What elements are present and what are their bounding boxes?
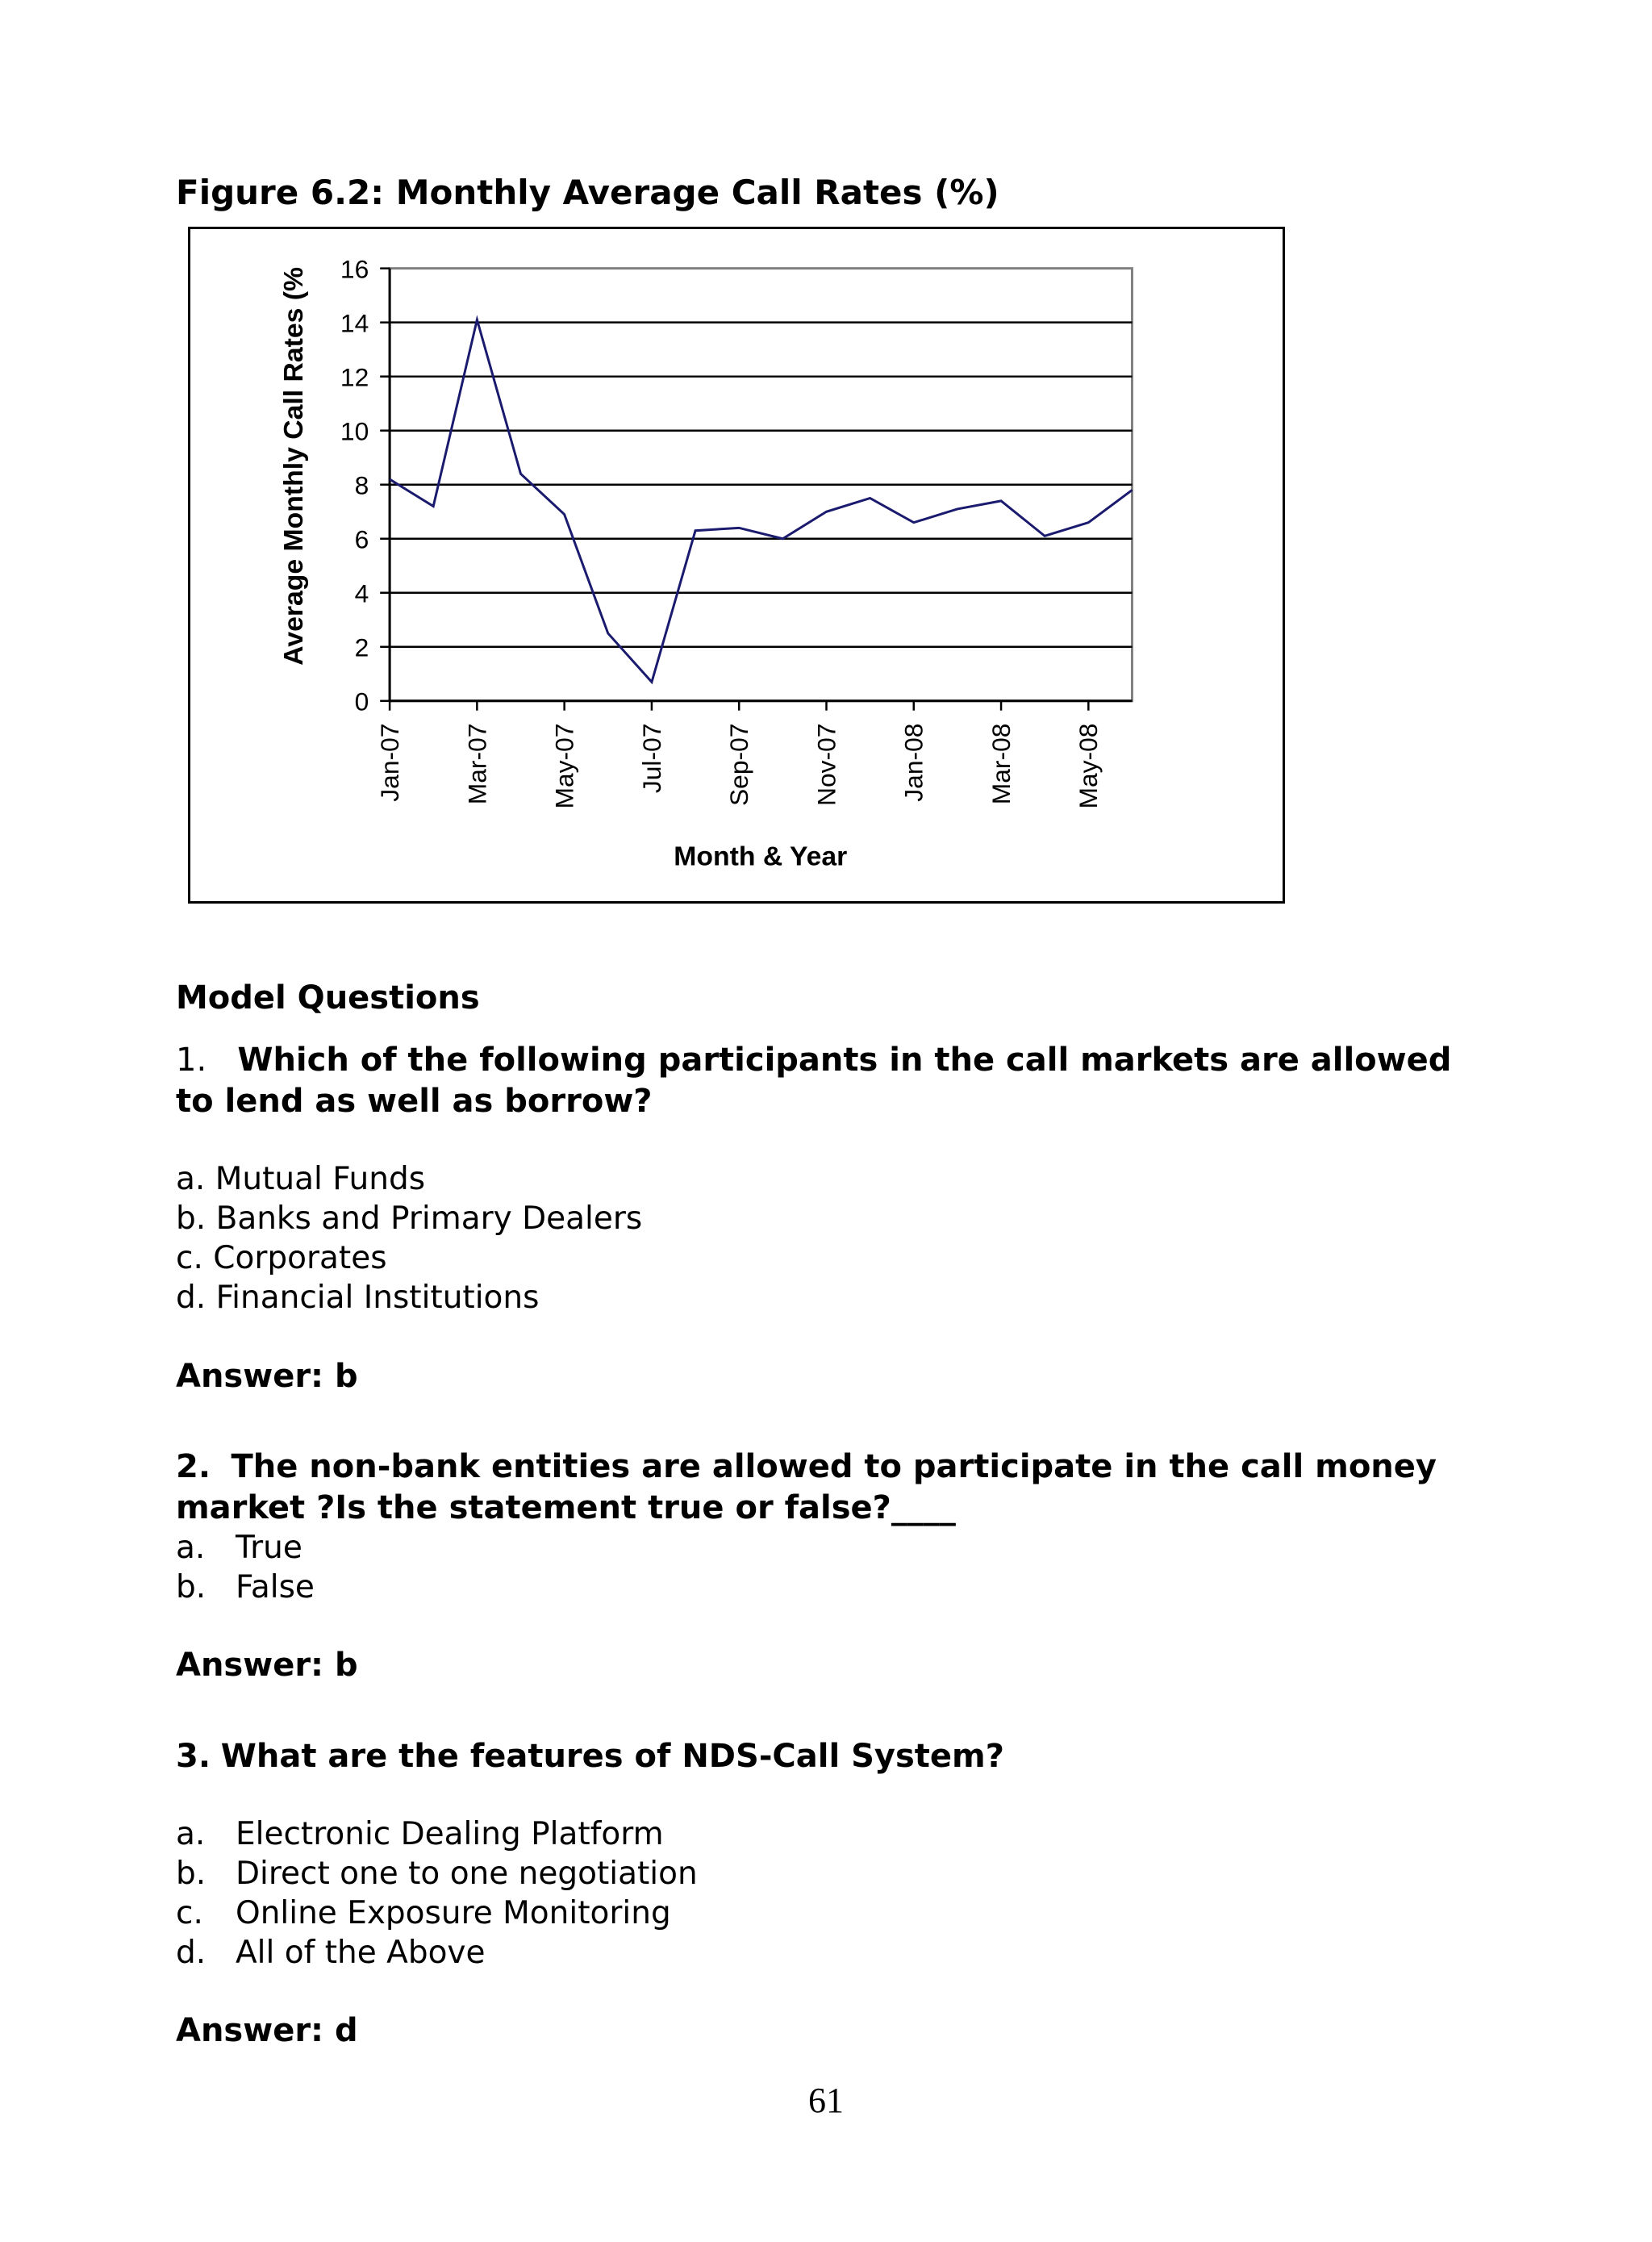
option-text: True: [236, 1530, 302, 1566]
option-item: [176, 1199, 642, 1238]
option-item: [176, 1854, 698, 1893]
option-letter: d.: [176, 1935, 206, 1971]
x-tick-label: Mar-08: [986, 723, 1016, 805]
question-2-options: [176, 1528, 315, 1607]
option-letter: d.: [176, 1280, 206, 1316]
y-tick-label: 8: [354, 470, 369, 500]
chart-frame: [188, 227, 1285, 904]
x-tick-label: Jul-07: [636, 723, 666, 794]
question-2: [176, 1447, 1499, 1529]
option-text: Corporates: [213, 1240, 387, 1276]
question-3-answer: Answer: d: [176, 2012, 358, 2049]
option-letter: b.: [176, 1569, 206, 1605]
y-tick-label: 10: [340, 416, 369, 446]
y-tick-label: 6: [354, 524, 369, 554]
question-3-options: [176, 1814, 698, 1973]
x-tick-label: Jan-07: [375, 723, 405, 802]
option-letter: a.: [176, 1816, 206, 1852]
option-item: [176, 1528, 315, 1568]
question-3: [176, 1736, 1499, 1777]
call-rate-series-line: [390, 319, 1132, 682]
option-text: Electronic Dealing Platform: [236, 1816, 664, 1852]
x-tick-label: Nov-07: [811, 723, 841, 806]
option-text: All of the Above: [236, 1935, 486, 1971]
x-tick-label: Jan-08: [899, 723, 928, 802]
y-tick-label: 16: [340, 254, 369, 284]
option-text: Mutual Funds: [215, 1161, 426, 1197]
option-letter: c.: [176, 1895, 203, 1931]
option-text: Online Exposure Monitoring: [236, 1895, 671, 1931]
page-number: 61: [808, 2081, 844, 2120]
x-tick-label: May-08: [1074, 723, 1103, 809]
question-3-text: What are the features of NDS-Call System?: [220, 1738, 1004, 1775]
option-text: Financial Institutions: [215, 1280, 540, 1316]
option-letter: a.: [176, 1530, 206, 1566]
option-letter: c.: [176, 1240, 203, 1276]
question-1-options: [176, 1159, 642, 1317]
option-letter: a.: [176, 1161, 206, 1197]
question-2-answer: Answer: b: [176, 1647, 358, 1684]
option-item: [176, 1278, 642, 1317]
question-1: [176, 1040, 1499, 1122]
x-tick-label: Sep-07: [724, 723, 754, 807]
option-letter: b.: [176, 1200, 206, 1237]
y-tick-label: 0: [354, 687, 369, 716]
x-axis-label: Month & Year: [674, 841, 848, 872]
option-text: Direct one to one negotiation: [236, 1856, 698, 1892]
option-letter: b.: [176, 1856, 206, 1892]
option-item: [176, 1159, 642, 1199]
x-tick-label: Mar-07: [462, 723, 492, 805]
option-item: [176, 1238, 642, 1278]
option-item: [176, 1893, 698, 1933]
question-2-number: 2.: [176, 1448, 211, 1485]
option-item: [176, 1814, 698, 1854]
figure-title: Figure 6.2: Monthly Average Call Rates (%): [176, 173, 999, 212]
x-tick-label: May-07: [549, 723, 579, 809]
question-1-answer: Answer: b: [176, 1358, 358, 1395]
option-text: False: [236, 1569, 315, 1605]
call-rates-line-chart: [190, 229, 1283, 901]
option-item: [176, 1568, 315, 1607]
question-2-text: The non-bank entities are allowed to participate in the call money market ?Is the statement true or false?____: [176, 1448, 1437, 1526]
option-text: Banks and Primary Dealers: [215, 1200, 643, 1237]
y-tick-label: 2: [354, 633, 369, 662]
y-tick-label: 14: [340, 308, 369, 338]
y-axis-label: Average Monthly Call Rates (%: [277, 266, 309, 666]
option-item: [176, 1933, 698, 1973]
question-1-text: Which of the following participants in the call markets are allowed to lend as well as borrow?: [176, 1042, 1452, 1120]
model-questions-heading: Model Questions: [176, 979, 480, 1017]
y-tick-label: 4: [354, 578, 369, 608]
question-3-number: 3.: [176, 1738, 211, 1775]
y-tick-label: 12: [340, 362, 369, 392]
question-1-number: 1.: [176, 1042, 207, 1079]
